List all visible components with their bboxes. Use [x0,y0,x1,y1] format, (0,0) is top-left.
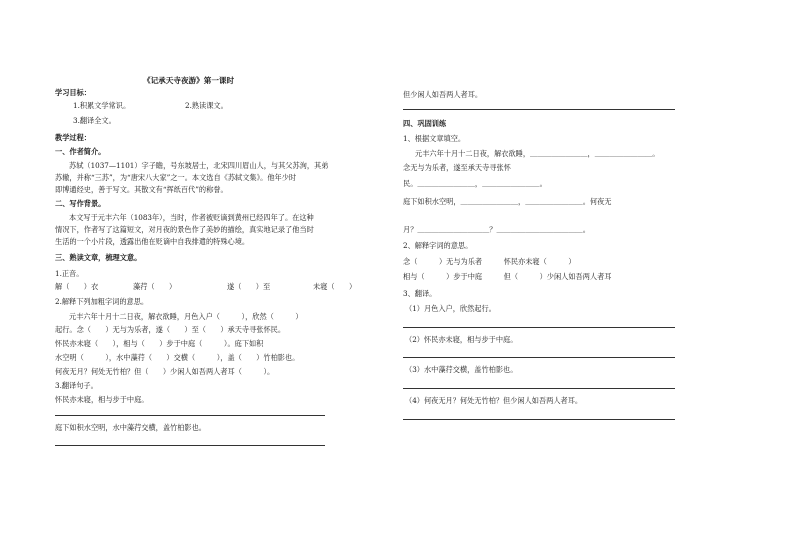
translate-label: 3.翻译句子。 [55,381,98,390]
author-intro-line-3: 即博通经史，善于写文。其散文有“挥纸百代”的称誉。 [55,185,228,194]
answer-line[interactable] [403,357,675,358]
pronunciation-item-3[interactable]: 遂（ ）至 [227,282,271,291]
answer-line[interactable] [403,388,675,389]
fill-blank-line-5[interactable]: 月？＿＿＿＿＿＿＿＿＿＿？＿＿＿＿＿＿＿＿＿＿＿＿。 [403,225,590,234]
define-words-line-1[interactable]: 念（ ）无与为乐者 怀民亦未寝（ ） [403,257,576,266]
answer-line[interactable] [403,327,675,328]
translation-item-1: （1）月色入户，欣然起行。 [405,304,496,313]
lesson-title: 《记承天寺夜游》第一课时 [143,76,235,85]
pronunciation-item-4[interactable]: 未寝（ ） [313,282,357,291]
goals-heading: 学习目标： [55,88,91,97]
answer-line[interactable] [403,109,675,110]
translation-item-4: （4）何夜无月？何处无竹柏？但少闲人如吾两人者耳。 [405,396,583,405]
word-meaning-line-2[interactable]: 起行。念（ ）无与为乐者，遂（ ）至（ ）承天寺寻张怀民。 [55,325,286,334]
word-meaning-line-3[interactable]: 怀民亦未寝（ ），相与（ ）步于中庭（ ）。庭下如积 [55,339,264,348]
fill-blank-line-4[interactable]: 庭下如积水空明，＿＿＿＿＿＿＿＿，＿＿＿＿＿＿＿＿。何夜无 [403,197,612,206]
background-line-3: 生活的一个小片段，透露出他在贬谪中自我排遣的特殊心境。 [55,237,250,246]
fill-blank-line-1[interactable]: 元丰六年十月十二日夜，解衣欲睡，＿＿＿＿＿＿＿＿，＿＿＿＿＿＿＿＿。 [415,149,660,158]
answer-line[interactable] [403,419,675,420]
fill-blank-line-3[interactable]: 民。＿＿＿＿＿＿＿＿，＿＿＿＿＿＿＿＿。 [403,179,547,188]
fill-blank-line-2: 念无与为乐者，遂至承天寺寻张怀 [403,163,511,172]
section-3-heading: 三、熟读文章，梳理文意。 [55,253,142,262]
word-meaning-line-1[interactable]: 元丰六年十月十二日夜，解衣欲睡，月色入户（ ），欣然（ ） [69,312,303,321]
answer-line[interactable] [55,445,325,446]
translation-item-2: （2）怀民亦未寝，相与步于中庭。 [405,335,518,344]
background-line-2: 情况下，作者写了这篇短文，对月夜的景色作了美妙的描绘，真实地记录了他当时 [55,225,314,234]
pronunciation-item-2[interactable]: 藻荇（ ） [133,282,177,291]
pronunciation-label: 1.正音。 [55,269,84,278]
translation-item-3: （3）水中藻荇交横，盖竹柏影也。 [405,365,518,374]
translation-label: 3、翻译。 [403,289,437,298]
section-1-heading: 一、作者简介。 [55,147,106,156]
carryover-line: 但少闲人如吾两人者耳。 [403,90,483,99]
translate-sentence-2: 庭下如积水空明，水中藻荇交横，盖竹柏影也。 [55,423,206,432]
goal-1: 1.积累文学常识。 [73,101,131,110]
process-heading: 教学过程： [55,133,91,142]
word-meaning-label: 2.解释下列加粗字词的意思。 [55,297,149,306]
fill-blank-label: 1、根据文章填空。 [403,134,466,143]
translate-sentence-1: 怀民亦未寝，相与步于中庭。 [55,395,149,404]
goal-3: 3.翻译全文。 [73,116,116,125]
answer-line[interactable] [55,415,325,416]
define-words-line-2[interactable]: 相与（ ）步于中庭 但（ ）少闲人如吾两人者耳 [403,272,612,281]
section-4-heading: 四、巩固训练 [403,119,447,128]
word-meaning-line-4[interactable]: 水空明（ ），水中藻荇（ ）交横（ ），盖（ ）竹柏影也。 [55,353,300,362]
background-line-1: 本文写于元丰六年（1083年），当时，作者被贬谪到黄州已经四年了。在这种 [69,213,314,222]
author-intro-line-1: 苏轼（1037—1101）字子瞻，号东坡居士，北宋四川眉山人，与其父苏洵，其弟 [69,161,329,170]
author-intro-line-2: 苏辙，并称“三苏”，为“唐宋八大家”之一。本文选自《苏轼文集》。他年少时 [55,173,297,182]
define-words-label: 2、解释字词的意思。 [403,241,473,250]
pronunciation-item-1[interactable]: 解（ ）衣 [55,282,99,291]
section-2-heading: 二、写作背景。 [55,199,106,208]
word-meaning-line-5[interactable]: 何夜无月？何处无竹柏？但（ ）少闲人如吾两人者耳（ ）。 [55,367,275,376]
goal-2: 2.熟读课文。 [185,101,228,110]
